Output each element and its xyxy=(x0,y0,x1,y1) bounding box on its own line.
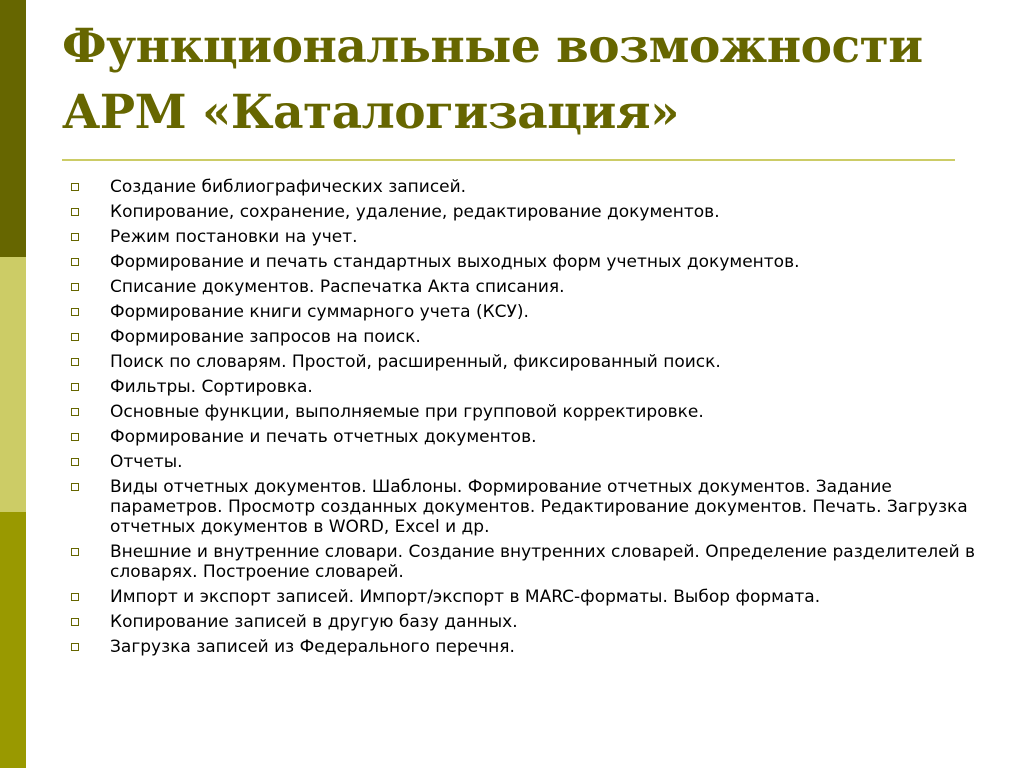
list-item-text: Копирование записей в другую базу данных. xyxy=(110,612,518,632)
title-divider xyxy=(62,159,955,161)
list-item-text: Формирование запросов на поиск. xyxy=(110,327,421,347)
sidebar-stripe-top xyxy=(0,0,26,257)
list-item-text: Копирование, сохранение, удаление, редактирование документов. xyxy=(110,202,720,222)
list-item-text: Отчеты. xyxy=(110,452,183,472)
bullet-list xyxy=(70,177,1000,662)
hollow-square-icon xyxy=(71,643,79,651)
hollow-square-icon xyxy=(71,458,79,466)
hollow-square-icon xyxy=(71,383,79,391)
list-item xyxy=(70,277,1000,297)
list-item-text: Поиск по словарям. Простой, расширенный, фиксированный поиск. xyxy=(110,352,721,372)
list-item xyxy=(70,302,1000,322)
sidebar-stripe-bottom xyxy=(0,512,26,768)
hollow-square-icon xyxy=(71,593,79,601)
list-item xyxy=(70,177,1000,197)
hollow-square-icon xyxy=(71,358,79,366)
slide-title-line-1: Функциональные возможности xyxy=(62,19,923,74)
list-item-text: Виды отчетных документов. Шаблоны. Формирование отчетных документов. Задание параметров. Просмотр созданных документов. Редактирование документов. Печать. Загрузка отчетных документов в WORD, Excel и др. xyxy=(110,477,968,537)
list-item xyxy=(70,252,1000,272)
hollow-square-icon xyxy=(71,183,79,191)
list-item xyxy=(70,542,1000,582)
hollow-square-icon xyxy=(71,333,79,341)
hollow-square-icon xyxy=(71,308,79,316)
list-item-text: Создание библиографических записей. xyxy=(110,177,467,197)
list-item xyxy=(70,402,1000,422)
list-item-text: Списание документов. Распечатка Акта списания. xyxy=(110,277,565,297)
list-item-text: Импорт и экспорт записей. Импорт/экспорт в MARC-форматы. Выбор формата. xyxy=(110,587,821,607)
hollow-square-icon xyxy=(71,433,79,441)
list-item xyxy=(70,327,1000,347)
hollow-square-icon xyxy=(71,408,79,416)
hollow-square-icon xyxy=(71,283,79,291)
list-item xyxy=(70,612,1000,632)
slide-title xyxy=(62,14,1002,146)
list-item-text: Фильтры. Сортировка. xyxy=(110,377,313,397)
list-item xyxy=(70,452,1000,472)
sidebar-stripe-middle xyxy=(0,257,26,512)
list-item xyxy=(70,587,1000,607)
list-item-text: Формирование и печать отчетных документов. xyxy=(110,427,537,447)
list-item-text: Формирование и печать стандартных выходных форм учетных документов. xyxy=(110,252,800,272)
hollow-square-icon xyxy=(71,618,79,626)
list-item-text: Основные функции, выполняемые при групповой корректировке. xyxy=(110,402,704,422)
hollow-square-icon xyxy=(71,548,79,556)
slide-title-line-2: АРМ «Каталогизация» xyxy=(62,85,679,140)
list-item-text: Внешние и внутренние словари. Создание внутренних словарей. Определение разделителей в словарях. Построение словарей. xyxy=(110,542,976,582)
hollow-square-icon xyxy=(71,233,79,241)
list-item xyxy=(70,227,1000,247)
list-item-text: Режим постановки на учет. xyxy=(110,227,358,247)
list-item xyxy=(70,352,1000,372)
list-item-text: Формирование книги суммарного учета (КСУ). xyxy=(110,302,529,322)
list-item xyxy=(70,637,1000,657)
list-item xyxy=(70,202,1000,222)
sidebar-stripe xyxy=(0,0,26,768)
list-item xyxy=(70,377,1000,397)
hollow-square-icon xyxy=(71,208,79,216)
list-item xyxy=(70,427,1000,447)
list-item-text: Загрузка записей из Федерального перечня. xyxy=(110,637,515,657)
hollow-square-icon xyxy=(71,258,79,266)
list-item xyxy=(70,477,1000,537)
hollow-square-icon xyxy=(71,483,79,491)
